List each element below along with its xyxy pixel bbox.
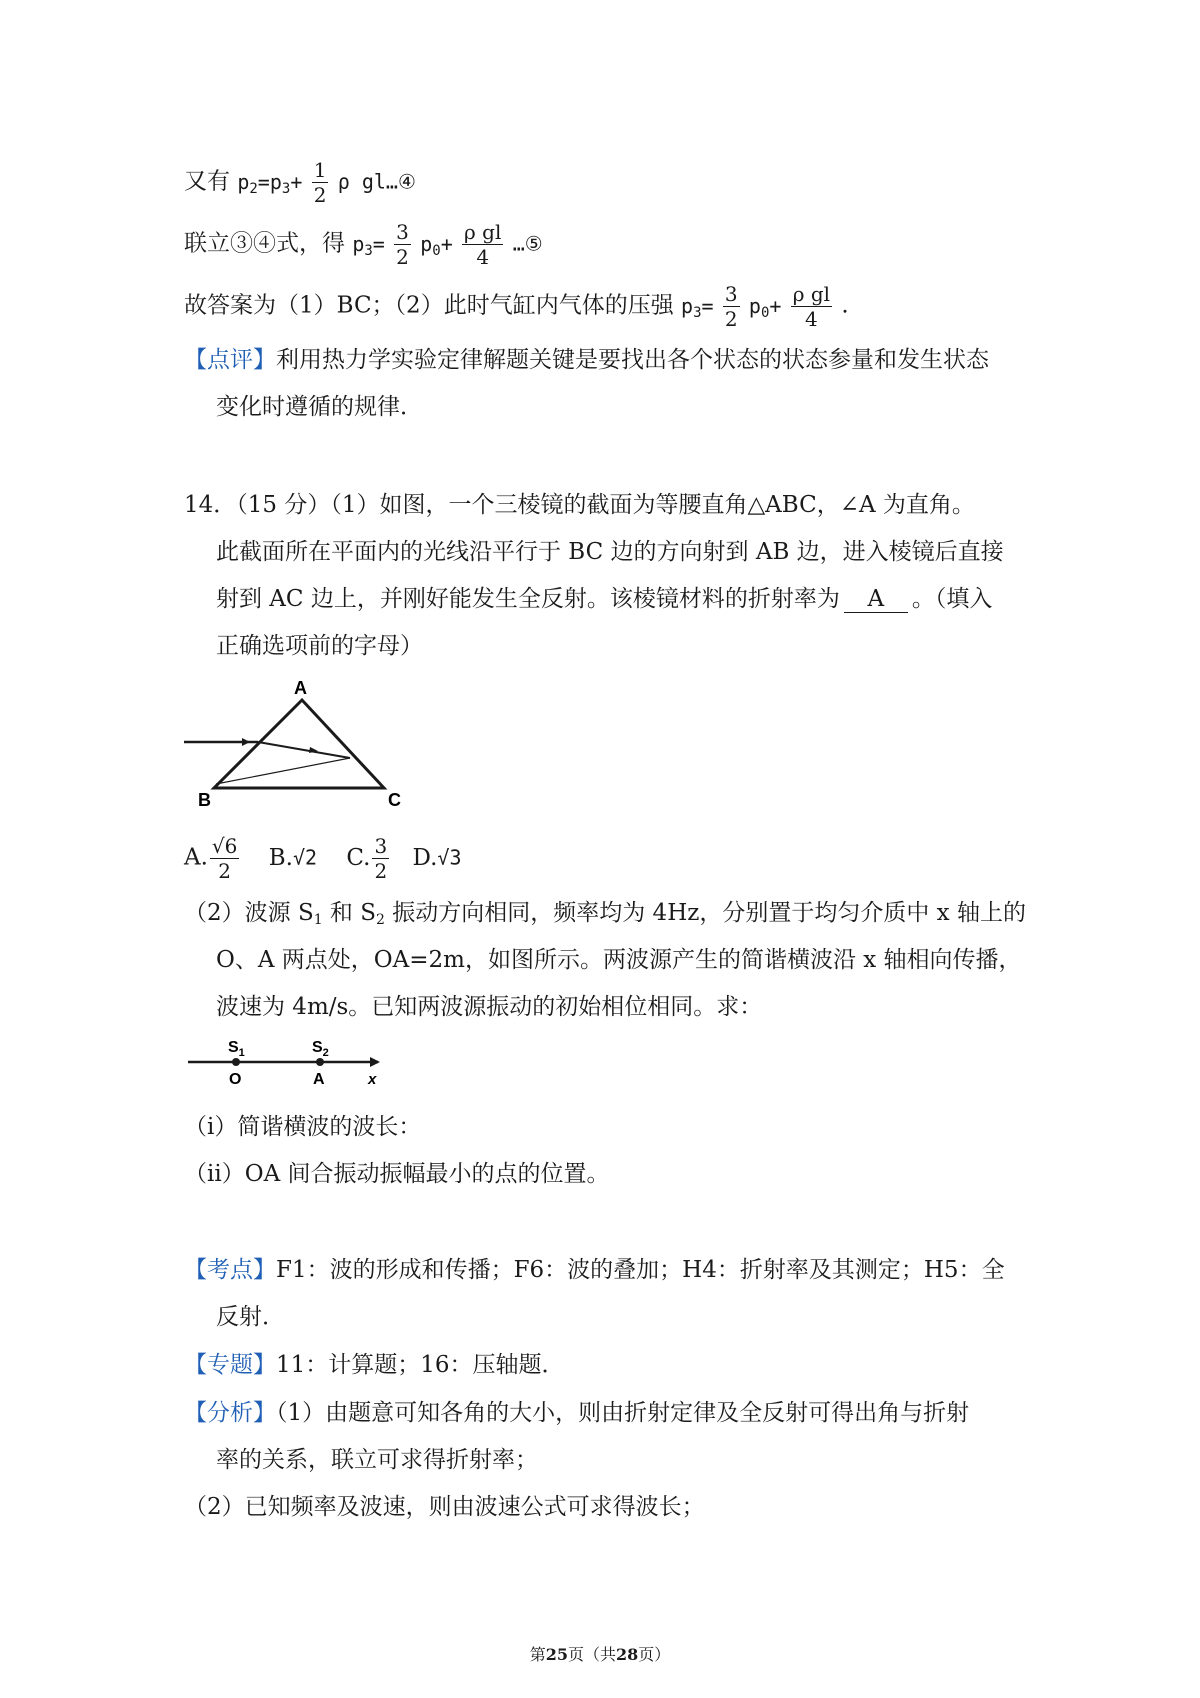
equation-line-4 <box>184 160 416 205</box>
option-b-value: √2 <box>292 845 318 870</box>
option-d-label: D. <box>412 844 438 871</box>
option-c-label: C. <box>346 844 371 871</box>
math-tail: . <box>841 292 849 319</box>
x-axis-arrow <box>370 1057 380 1067</box>
reflected-ray <box>216 758 350 784</box>
comment-tag: 【点评】 <box>184 347 276 373</box>
fraction: $\frac{3}{2}$ <box>396 220 409 269</box>
vertex-label-c: C <box>388 790 401 810</box>
fraction: $\frac{3}{2}$ <box>724 282 738 331</box>
part-2-line-1: （2）波源 $S_1$ 和 $S_2$ 振动方向相同，频率均为 4Hz，分别置于均匀介质中 x 轴上的 <box>184 900 1026 928</box>
math: $p_3=$ <box>352 231 385 259</box>
comment-line-2: 变化时遵循的规律． <box>216 394 423 420</box>
sub-question-i: （i）简谐横波的波长： <box>184 1114 422 1140</box>
math-tail: ρ gl…④ <box>337 169 416 194</box>
zhuanti-line: 【专题】11：计算题；16：压轴题． <box>184 1352 565 1378</box>
text: 故答案为（1）BC；（2）此时气缸内气体的压强 <box>184 292 674 319</box>
option-a-label: A. <box>184 844 208 871</box>
incident-arrow <box>242 738 250 746</box>
question-14-line-1: 14．（15 分）（1）如图，一个三棱镜的截面为等腰直角△ABC，∠A 为直角。 <box>184 492 975 518</box>
math: $p_0+$ <box>420 231 453 259</box>
part-2-line-3: 波速为 4m/s。已知两波源振动的初始相位相同。求： <box>216 994 763 1020</box>
options-line <box>184 836 462 881</box>
answer-blank: A <box>844 586 908 613</box>
kaodian-line-2: 反射． <box>216 1304 285 1330</box>
label-s1: $S_1$ <box>228 1039 245 1059</box>
refracted-ray <box>258 742 350 758</box>
math: $p_3=$ <box>681 293 714 321</box>
option-b-label: B. <box>268 844 293 871</box>
text: 。（填入 <box>911 586 993 612</box>
text: 又有 <box>184 168 230 195</box>
point-a <box>316 1058 324 1066</box>
fenxi-tag: 【分析】 <box>184 1400 276 1426</box>
fenxi-line-3: （2）已知频率及波速，则由波速公式可求得波长； <box>184 1494 705 1520</box>
label-o: O <box>229 1071 242 1088</box>
fraction: $\frac{\text{ρ gl}}{4}$ <box>464 220 502 269</box>
page-footer: 第25页（共28页） <box>529 1645 671 1664</box>
text: 联立③④式，得 <box>184 230 345 257</box>
text: 利用热力学实验定律解题关键是要找出各个状态的状态参量和发生状态 <box>276 347 989 373</box>
math: $p_2=p_3+$ <box>237 169 303 197</box>
question-14-line-2: 此截面所在平面内的光线沿平行于 BC 边的方向射到 AB 边，进入棱镜后直接 <box>216 539 1004 565</box>
vertex-label-b: B <box>198 790 211 810</box>
equation-line-5 <box>184 222 543 267</box>
comment-line-1 <box>184 345 989 375</box>
label-x: x <box>368 1071 377 1088</box>
fraction: $\frac{\text{ρ gl}}{4}$ <box>792 282 831 331</box>
vertex-label-a: A <box>294 680 307 698</box>
option-d-value: √3 <box>437 845 462 870</box>
sub-question-ii: （ii）OA 间合振动振幅最小的点的位置。 <box>184 1161 610 1187</box>
text: 射到 AC 边上，并刚好能发生全反射。该棱镜材料的折射率为 <box>216 586 840 612</box>
label-a: A <box>313 1071 325 1088</box>
fraction: $\frac{1}{2}$ <box>313 158 327 207</box>
part-2-line-2: O、A 两点处，OA=2m，如图所示。两波源产生的简谐横波沿 x 轴相向传播， <box>216 947 1022 973</box>
option-c-value: $\frac{3}{2}$ <box>374 834 388 883</box>
answer-line <box>184 284 849 329</box>
question-14-line-4: 正确选项前的字母） <box>216 633 423 659</box>
fenxi-line-2: 率的关系，联立可求得折射率； <box>216 1447 538 1473</box>
prism-triangle <box>214 700 384 788</box>
label-s2: $S_2$ <box>312 1039 329 1059</box>
fenxi-line-1: 【分析】（1）由题意可知各角的大小，则由折射定律及全反射可得出角与折射 <box>184 1400 970 1426</box>
kaodian-tag: 【考点】 <box>184 1257 276 1283</box>
point-o <box>232 1058 240 1066</box>
zhuanti-tag: 【专题】 <box>184 1352 276 1378</box>
x-axis-figure <box>184 1036 384 1088</box>
prism-figure <box>184 680 414 810</box>
math-tail: …⑤ <box>512 231 543 256</box>
option-a-value: $\frac{√6}{2}$ <box>211 834 238 883</box>
question-14-line-3 <box>216 584 992 614</box>
kaodian-line-1: 【考点】F1：波的形成和传播；F6：波的叠加；H4：折射率及其测定；H5：全 <box>184 1257 1005 1283</box>
math: $p_0+$ <box>748 293 782 321</box>
